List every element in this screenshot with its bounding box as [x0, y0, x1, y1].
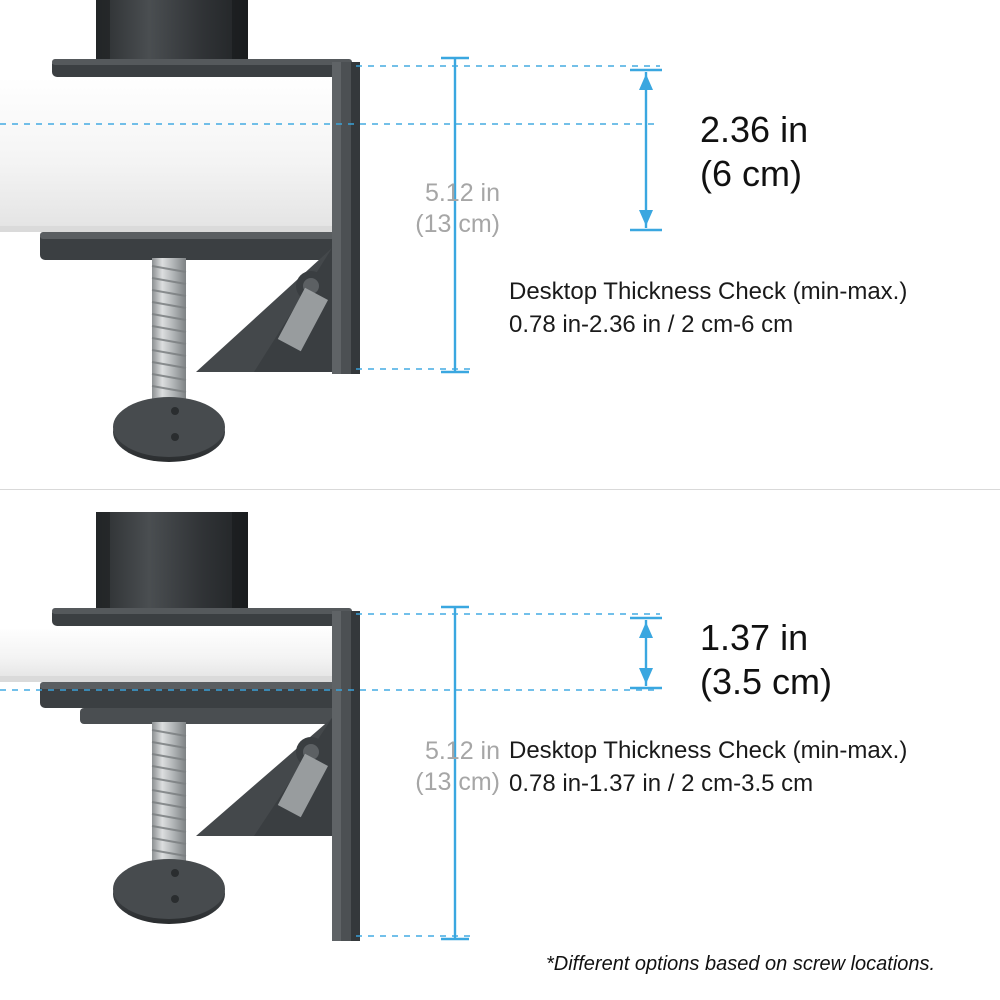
- measure-primary-cm: (3.5 cm): [700, 660, 833, 702]
- thickness-check-range-thick: 0.78 in-2.36 in / 2 cm-6 cm: [509, 311, 794, 338]
- measure-primary-thick: [700, 108, 808, 196]
- thickness-check-title-thin: Desktop Thickness Check (min-max.): [509, 737, 908, 764]
- thickness-check-range-thin: 0.78 in-1.37 in / 2 cm-3.5 cm: [509, 770, 814, 797]
- measure-primary-thin: [700, 616, 832, 704]
- panel-thin-desktop: [0, 490, 1000, 1000]
- measure-secondary-inches: 5.12 in: [424, 737, 500, 765]
- mount-pole: [96, 512, 248, 612]
- measure-primary-cm: (6 cm): [700, 152, 802, 194]
- clamp-knob: [113, 859, 225, 924]
- top-clamp-plate: [52, 608, 352, 626]
- clamp-screw-shaft: [152, 258, 186, 406]
- mount-pole: [96, 0, 248, 65]
- measure-secondary-cm: (13 cm): [415, 767, 500, 796]
- desktop-slab: [0, 626, 332, 682]
- clamp-screw-shaft: [152, 722, 186, 870]
- thickness-check-title-thick: Desktop Thickness Check (min-max.): [509, 278, 908, 305]
- footnote: *Different options based on screw locations.: [546, 953, 936, 975]
- top-clamp-plate: [52, 59, 352, 77]
- measure-secondary-cm: (13 cm): [415, 209, 500, 238]
- measure-secondary-thin: [330, 736, 500, 797]
- desktop-slab: [0, 77, 332, 232]
- measure-primary-inches: 1.37 in: [700, 617, 809, 658]
- measure-secondary-thick: [330, 178, 500, 239]
- clamp-body: [40, 232, 340, 372]
- measure-primary-inches: 2.36 in: [700, 109, 809, 150]
- clamp-knob: [113, 397, 225, 462]
- measure-secondary-inches: 5.12 in: [424, 179, 500, 207]
